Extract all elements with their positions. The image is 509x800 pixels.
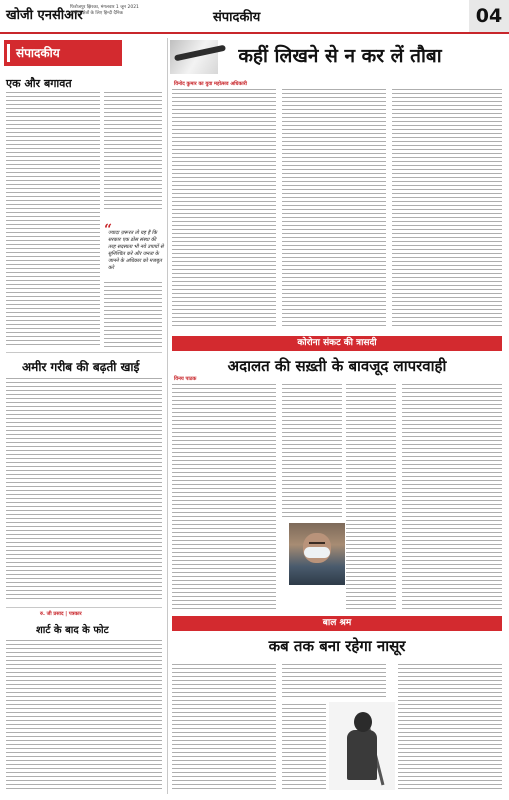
column-divider <box>167 38 168 794</box>
quote-mark-icon: “ <box>104 222 113 238</box>
article-body-bagawat-col2b <box>104 282 162 347</box>
masked-woman-photo <box>289 523 345 585</box>
main-byline: विनोद कुमार का युवा महोत्सव अधिकारी <box>174 81 247 87</box>
child-labour-body-col2b <box>282 704 326 792</box>
child-labour-banner: बाल श्रम <box>172 616 502 631</box>
headline-amir-garib: अमीर गरीब की बढ़ती खाई <box>22 360 140 374</box>
newspaper-brand: खोजी एनसीआर <box>6 8 83 23</box>
corona-body-col4 <box>402 384 502 610</box>
headline-shart: शार्ट के बाद के फोट <box>36 625 109 636</box>
child-body-shape <box>347 730 377 780</box>
child-labour-body-col1 <box>172 664 276 792</box>
divider <box>6 607 162 608</box>
article-body-bagawat <box>6 92 100 347</box>
corona-body-col1 <box>172 384 276 610</box>
editorial-label: संपादकीय <box>16 46 60 60</box>
child-labour-body-col3 <box>398 664 502 792</box>
child-labour-body-col2 <box>282 664 386 700</box>
dateline-tagline: ग्रामीण क्षेत्रों के लिए हिन्दी दैनिक <box>70 11 124 16</box>
dateline-date: फिरोजपुर झिरका, मंगलवार 1 जून 2021 <box>70 5 139 10</box>
child-labour-headline: कब तक बना रहेगा नासूर <box>268 637 406 655</box>
label-accent-bar <box>7 44 10 62</box>
divider <box>6 352 162 353</box>
page-number: 04 <box>469 0 509 32</box>
main-body-col2 <box>282 89 386 327</box>
article-body-bagawat-col2 <box>104 92 162 212</box>
main-body-col1 <box>172 89 276 327</box>
child-head-shape <box>354 712 372 732</box>
corona-byline: विनय पाठक <box>174 376 197 382</box>
child-worker-photo <box>329 702 395 790</box>
corona-body-col2 <box>282 384 342 519</box>
editorial-label-box <box>4 40 122 66</box>
main-headline: कहीं लिखने से न कर लें तौबा <box>238 45 442 67</box>
face-mask-icon <box>304 547 330 558</box>
pull-quote: ज्यादा ज़रूरत तो यह है कि सरकार एक ठोस संस्था की तरह सदस्यता भी नये उपायों से सुनिश्चित करे और जनता के जानने के अधिकार को मजबूत करे <box>108 230 164 271</box>
main-body-col3 <box>392 89 502 327</box>
article-body-shart <box>6 640 162 792</box>
page-header <box>0 0 509 34</box>
eyes-shape <box>309 542 325 544</box>
corona-body-col3 <box>346 384 396 610</box>
section-title: संपादकीय <box>213 10 261 25</box>
article-body-amir-garib <box>6 378 162 600</box>
corona-banner: कोरोना संकट की त्रासदी <box>172 336 502 351</box>
corona-headline: अदालत की सख़्ती के बावजूद लापरवाही <box>227 357 447 375</box>
byline-left: रु. जी प्रसाद | पत्रकार <box>40 611 82 617</box>
dateline <box>70 5 220 17</box>
headline-ek-aur-bagawat: एक और बगावत <box>6 77 72 90</box>
